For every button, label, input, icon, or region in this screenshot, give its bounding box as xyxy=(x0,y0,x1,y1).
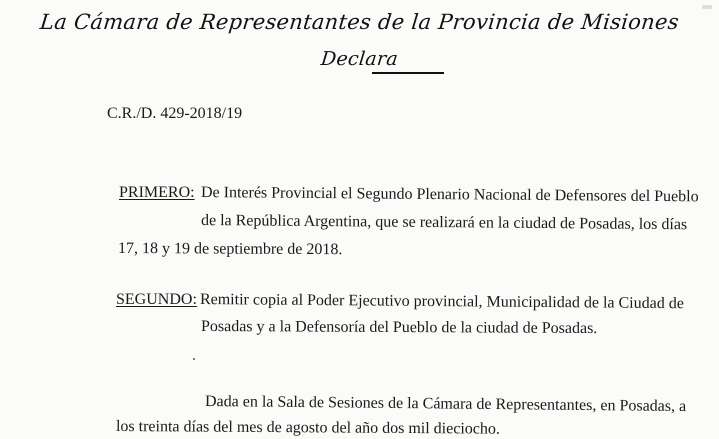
article-primero-line-3: 17, 18 y 19 de septiembre de 2018. xyxy=(117,240,343,259)
closing-line-1: Dada en la Sala de Sesiones de la Cámara de Representantes, en Posadas, a xyxy=(204,393,687,416)
article-label-segundo: SEGUNDO: xyxy=(116,291,197,308)
document-subtitle: Declara xyxy=(319,48,400,70)
article-primero-line-2: de la República Argentina, que se realizará en la ciudad de Posadas, los días xyxy=(200,212,688,234)
closing-line-2: los treinta días del mes de agosto del año dos mil dieciocho. xyxy=(115,418,500,438)
article-segundo-line-2: Posadas y a la Defensoría del Pueblo de la ciudad de Posadas. xyxy=(200,318,598,338)
article-segundo-line-1: Remitir copia al Poder Ejecutivo provincial, Municipalidad de la Ciudad de xyxy=(199,291,684,313)
subtitle-underline xyxy=(372,72,444,74)
scan-speck xyxy=(193,358,195,360)
article-label-primero: PRIMERO: xyxy=(119,184,195,201)
article-primero-line-1: De Interés Provincial el Segundo Plenario Nacional de Defensores del Pueblo xyxy=(200,184,699,206)
reference-number: C.R./D. 429-2018/19 xyxy=(107,105,243,122)
scan-speck xyxy=(702,5,712,9)
document-title: La Cámara de Representantes de la Provincia de Misiones xyxy=(38,10,681,34)
